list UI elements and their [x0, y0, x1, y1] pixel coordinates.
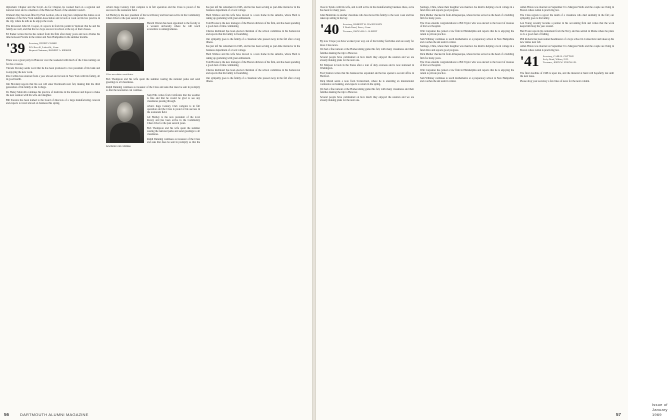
- paragraph: Bob Thompson and his wife spent the summer touring the national parks and send greetings to all classmates.: [106, 77, 200, 85]
- paragraph: Charles Redmond has been elected chairman of the school committee in his hometown and reports that his family is flourishing.: [206, 69, 300, 76]
- paragraph: diplomatic Chapter and the Scroll. As for Chapter, he worked hard on a regional and national level and is a member of the Hanover Board of the Alumni Council.: [6, 6, 100, 13]
- paragraph: Dr. Henry Malcolm continues his practice of medicine in the midwest and hopes to make the next reunion with his wife and daughter.: [6, 90, 100, 98]
- class-40-heading: [320, 23, 414, 38]
- class-year-label: '39: [6, 41, 26, 58]
- left-column-2: [106, 6, 200, 149]
- paragraph: We had a fine turnout at the Homecoming game this fall, with many classmates and their families making the trip to Hanover.: [320, 48, 414, 55]
- paragraph: The final deadline of 1968 is upon me, and the material at hand will hopefully last until the next issue.: [520, 71, 614, 79]
- paragraph: Bob Thompson and his wife spent the summer touring the national parks and send greetings to all classmates.: [147, 126, 200, 137]
- paragraph: Jim Howland reports that his son will enter Dartmouth next fall, making him the third generation of his family at the College.: [6, 83, 100, 90]
- paragraph: Dick Marsh sends a note from Switzerland, where he is attending an international conference on banking, and expects to return in the spring.: [320, 79, 414, 87]
- class-year-label: '41: [520, 53, 540, 70]
- paragraph: Alden Hixon was married on September 9 to Margaret Wells and the couple are living in Boston where Alden is practicing law.: [520, 6, 614, 13]
- page-number: 57: [616, 412, 622, 417]
- paragraph: There was a great party in Hanover over the weekend with much of the Class turning out for the occasion.: [6, 59, 100, 66]
- portrait-face: [117, 30, 133, 50]
- paragraph: Ed Simpson is back in the States after a tour of duty overseas and is now stationed in Washington.: [320, 64, 414, 71]
- paragraph: Please drop your secretary a few lines of news for the next column.: [520, 79, 590, 83]
- address-line: Seely Road, Wilton, N.H.: [542, 58, 569, 62]
- address-line: 9 North Road, Essex, Conn.: [342, 26, 371, 30]
- paragraph: Ralph Dunning continues as treasurer of the Class and asks that dues be sent in promptly so that the newsletter can continue.: [106, 138, 200, 148]
- paragraph: Tom Brooks is the new manager of the Boston division of his firm, and has been spending a good deal of time commuting.: [206, 21, 300, 29]
- paragraph: The Class regrets to report the death of a classmate who died suddenly in the fall; our sympathy goes to his family.: [520, 13, 614, 21]
- right-column-1: [320, 6, 414, 104]
- paragraph: Ed Parker writes that he has retired from his firm after many years and now divides his time between Florida in the winter and New Hampshire in the summer months.: [6, 32, 100, 40]
- right-page: [316, 0, 668, 420]
- left-column-1: [6, 6, 100, 107]
- paragraph: Bud Foster reports his retirement from the Navy and has settled in Maine where he plans to do a good deal of fishing.: [520, 29, 614, 36]
- paragraph: Len Young recently became a partner in his accounting firm and writes that the work keeps him busy the year around.: [520, 21, 614, 29]
- paragraph: Our sympathy goes to the family of a classmate who passed away in the fall after a long illness.: [206, 77, 300, 84]
- left-page: [0, 0, 312, 420]
- paragraph: Dick Mather checked in from Albuquerque, where he has served as the head of a building firm for many years.: [420, 13, 514, 21]
- portrait-photo: [106, 23, 144, 71]
- paragraph: Sam Whitney continues to teach mathematics at a preparatory school in New Hampshire and coaches the ski team in winter.: [420, 37, 514, 44]
- paragraph: Tom Brooks is the new manager of the Boston division of his firm, and has been spending a good deal of time commuting.: [206, 61, 300, 68]
- paragraph: Phil Roberts has been named headmaster of a boys school in Connecticut and takes up his new duties next fall.: [520, 37, 614, 44]
- paragraph: Walt Carpenter has joined a law firm in Philadelphia and reports that he is enjoying the return to private practice.: [420, 69, 514, 76]
- paragraph: The Class extends congratulations to Bill Taylor who was elected to the board of trustees of his local hospital.: [420, 21, 514, 29]
- paragraph: Alvie's huge Century Club complex is in full operation and the Class is proud of his success in the restaurant field.: [106, 6, 200, 13]
- class-secretary-info: [343, 23, 413, 32]
- agent-line: Bequest Chairman, ROBERT A. KIDDER: [28, 48, 72, 52]
- right-column-2: [420, 6, 514, 85]
- paragraph: Sam Ellis writes from California that the weather is fine and that he would be glad to see any classmates passing through.: [147, 93, 200, 104]
- page-footer: DARTMOUTH ALUMNI MAGAZINE: [20, 412, 89, 417]
- class-secretary-info: [29, 42, 99, 51]
- paragraph: has just left his retirement in 1965, and he has been serving as part-time instructor in the business department of a local college.: [206, 45, 300, 52]
- page-number: 56: [4, 412, 10, 417]
- class-41-heading: [520, 55, 614, 70]
- paragraph: Santiago, Chile, where their daughter was married. Joe Reid is helping a local college in a fund drive and reports good progress.: [420, 45, 514, 52]
- paragraph: Charles Redmond has been elected chairman of the school committee in his hometown and reports that his family is flourishing.: [206, 29, 300, 36]
- portrait-body: [110, 123, 140, 143]
- secretary-line: Secretary, CARL B. COTTON: [542, 54, 574, 58]
- photo-caption: Class newsletter contributor: [106, 72, 134, 76]
- paragraph: The Class extends congratulations to Bill Taylor who was elected to the board of trustees of his local hospital.: [420, 61, 514, 68]
- paragraph: John Hendricks is another classmate who has moved his family to the west coast and has taken up sailing in the bay.: [320, 13, 414, 21]
- paragraph: Fred Stanton writes that his business has expanded and he has opened a second office in Hartford.: [320, 71, 414, 79]
- paragraph: Our sympathy goes to the family of a classmate who passed away in the fall after a long illness.: [206, 37, 300, 44]
- paragraph: Sam Whitney continues to teach mathematics at a preparatory school in New Hampshire and coaches the ski team in winter.: [420, 77, 514, 84]
- paragraph: Alden Hixon was married on September 9 to Margaret Wells and the couple are living in Boston where Alden is practicing law.: [520, 45, 614, 52]
- portrait-face: [117, 102, 133, 122]
- paragraph: Dick Mather checked in from Albuquerque, where he has served as the head of a building firm for many years.: [420, 53, 514, 60]
- address-line: P.O. Box 45, Lakeville, Conn.: [28, 45, 59, 49]
- paragraph: Bill Stevens has been named to the board of directors of a large manufacturing concern and expects to travel abroad on business this spring.: [6, 98, 100, 106]
- paragraph: Pete Collins has returned from a year abroad and is back in New York with his family, all in good health.: [6, 75, 100, 82]
- secretary-line: Secretary, ROBERT W. HAGHELSEN: [342, 23, 382, 27]
- left-column-3: [206, 6, 300, 85]
- paragraph: has just left his retirement in 1965, and he has been serving as part-time instructor in the business department of a local college.: [206, 6, 300, 13]
- class-39-heading: [6, 42, 100, 57]
- paragraph: Herb Wallace and his wife have moved to a new home in the suburbs, where Herb is taking up gardening with great enthusiasm.: [206, 53, 300, 60]
- paragraph: Harold Warren has been appointed to the faculty at a western university where he will teach economics to undergraduates.: [147, 21, 200, 32]
- paragraph: Walt Carpenter has joined a law firm in Philadelphia and reports that he is enjoying the return to private practice.: [420, 29, 514, 36]
- agent-line: Treasurer, JOHN W. YOUNG JR.: [542, 61, 577, 65]
- secretary-line: Secretary, HENRY COOKE: [28, 42, 57, 46]
- paragraph: Gil Hartley is the new president of the local Rotary and has been active in the Community Chest drive for the past several years.: [147, 115, 200, 126]
- page-footer: Issue of January 1969: [652, 402, 668, 417]
- paragraph: Santiago, Chile, where their daughter was married. Joe Reid is helping a local college in a fund drive and reports good progress.: [420, 6, 514, 13]
- paragraph: Ralph Dunning continues as treasurer of the Class and asks that dues be sent in promptly so that the newsletter can continue.: [106, 85, 200, 92]
- paragraph: Herb Wallace and his wife have moved to a new home in the suburbs, where Herb is taking up gardening with great enthusiasm.: [206, 13, 300, 21]
- portrait-body: [110, 51, 140, 71]
- class-secretary-info: [543, 55, 613, 64]
- paragraph: Several people have commented on how much they enjoyed the reunion and we are already making plans for the next one.: [320, 56, 414, 63]
- paragraph: The Reverend John M. Cooper, Jr. reports in from his parish in Vermont that he and his family are well, and that his two boys are now in school at the top of their classes.: [6, 25, 100, 32]
- portrait-photo: [106, 95, 144, 143]
- paragraph: lives in Toledo with his wife, and is still active in the manufacturing business there, as he has been for many years.: [320, 6, 414, 13]
- paragraph: Several people have commented on how much they enjoyed the reunion and we are already making plans for the next one.: [320, 95, 414, 102]
- paragraph: Women's Day has been filled by Fred Gordon, who at long last completed his duties as an alumnus of the New York Alumni Association and is back at work on his law practice in the city, where he tells us he enjoys the work.: [6, 13, 100, 24]
- paragraph: Alvie's huge Century Club complex is in full operation and the Class is proud of his success in the restaurant field.: [147, 104, 200, 115]
- right-column-3: [520, 6, 614, 84]
- paragraph: Gil Hartley is the new president of the local Rotary and has been active in the Community Chest drive for the past several years.: [106, 13, 200, 21]
- agent-line: Treasurer, DONALD G. ALBERT: [342, 29, 378, 33]
- class-year-label: '40: [320, 22, 340, 39]
- paragraph: Vincent Downey sends word that he has been promoted to vice president of his bank and is enjoying the new work.: [6, 67, 100, 74]
- paragraph: We had a fine turnout at the Homecoming game this fall, with many classmates and their families making the trip to Hanover.: [320, 87, 414, 94]
- paragraph: By now I hope you have worked your way out of the holiday festivities and are ready for more Class news.: [320, 40, 414, 47]
